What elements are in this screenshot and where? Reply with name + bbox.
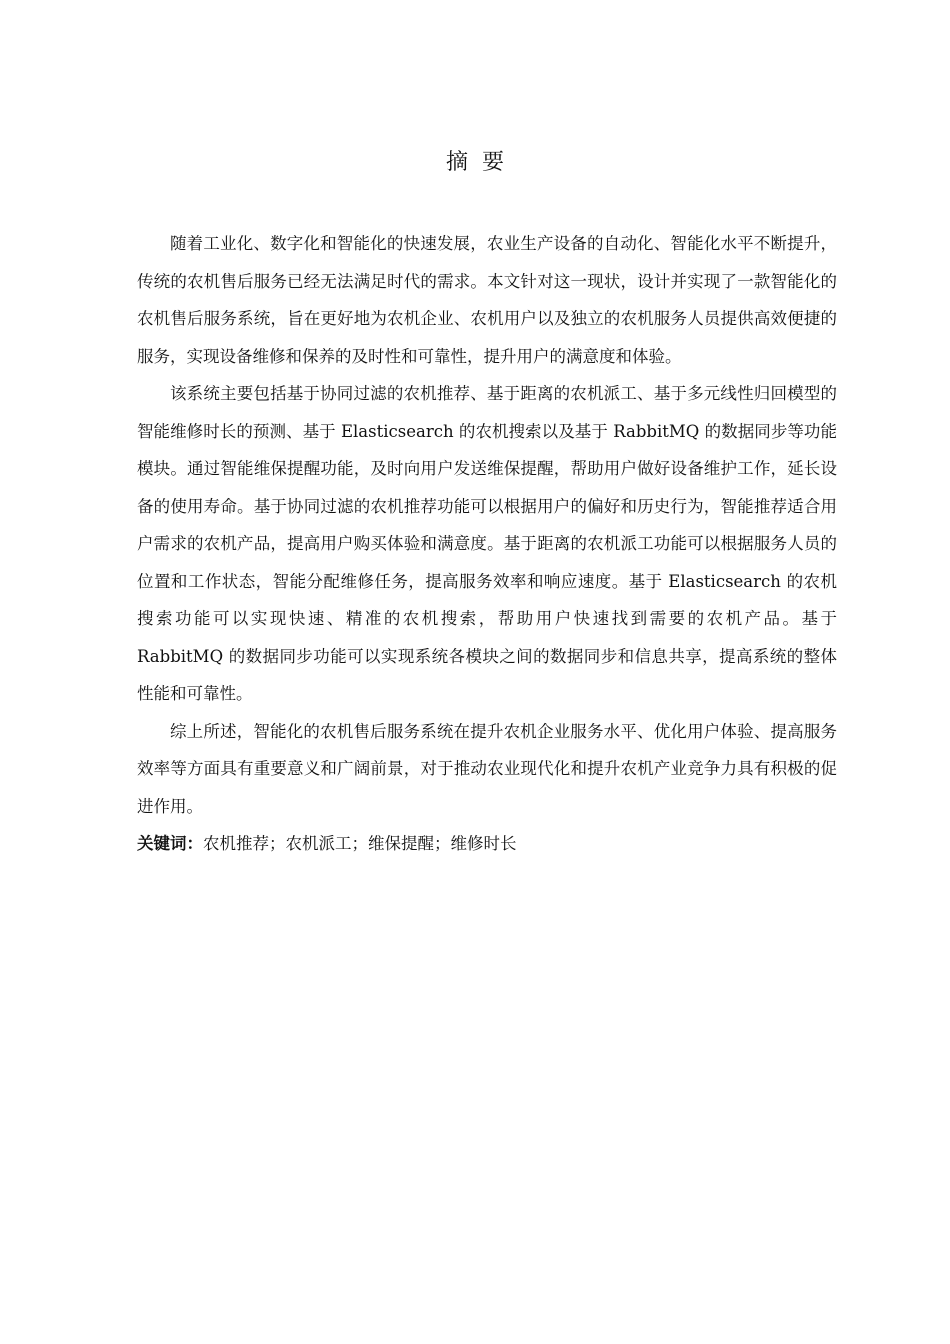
keywords-line — [137, 825, 837, 863]
page-title: 摘要 — [445, 150, 518, 175]
abstract-paragraph-3: 综上所述，智能化的农机售后服务系统在提升农机企业服务水平、优化用户体验、提高服务效率等方面具有重要意义和广阔前景，对于推动农业现代化和提升农机产业竞争力具有积极的促进作用。 — [137, 721, 837, 816]
abstract-paragraph-2: 该系统主要包括基于协同过滤的农机推荐、基于距离的农机派工、基于多元线性归回模型的智能维修时长的预测、基于 Elasticsearch 的农机搜索以及基于 RabbitMQ 的数据同步等功能模块。通过智能维保提醒功能，及时向用户发送维保提醒，帮助用户做好设备维护工作，延长设备的使用寿命。基于协同过滤的农机推荐功能可以根据用户的偏好和历史行为，智能推荐适合用户需求的农机产品，提高用户购买体验和满意度。基于距离的农机派工功能可以根据服务人员的位置和工作状态，智能分配维修任务，提高服务效率和响应速度。基于 Elasticsearch 的农机搜索功能可以实现快速、精准的农机搜索，帮助用户快速找到需要的农机产品。基于 RabbitMQ 的数据同步功能可以实现系统各模块之间的数据同步和信息共享，提高系统的整体性能和可靠性。 — [137, 384, 837, 703]
abstract-body — [137, 225, 837, 863]
keywords-list: 农机推荐；农机派工；维保提醒；维修时长 — [203, 834, 517, 853]
keywords-label: 关键词： — [137, 834, 203, 853]
abstract-paragraph-1: 随着工业化、数字化和智能化的快速发展，农业生产设备的自动化、智能化水平不断提升，传统的农机售后服务已经无法满足时代的需求。本文针对这一现状，设计并实现了一款智能化的农机售后服务系统，旨在更好地为农机企业、农机用户以及独立的农机服务人员提供高效便捷的服务，实现设备维修和保养的及时性和可靠性，提升用户的满意度和体验。 — [137, 234, 837, 366]
